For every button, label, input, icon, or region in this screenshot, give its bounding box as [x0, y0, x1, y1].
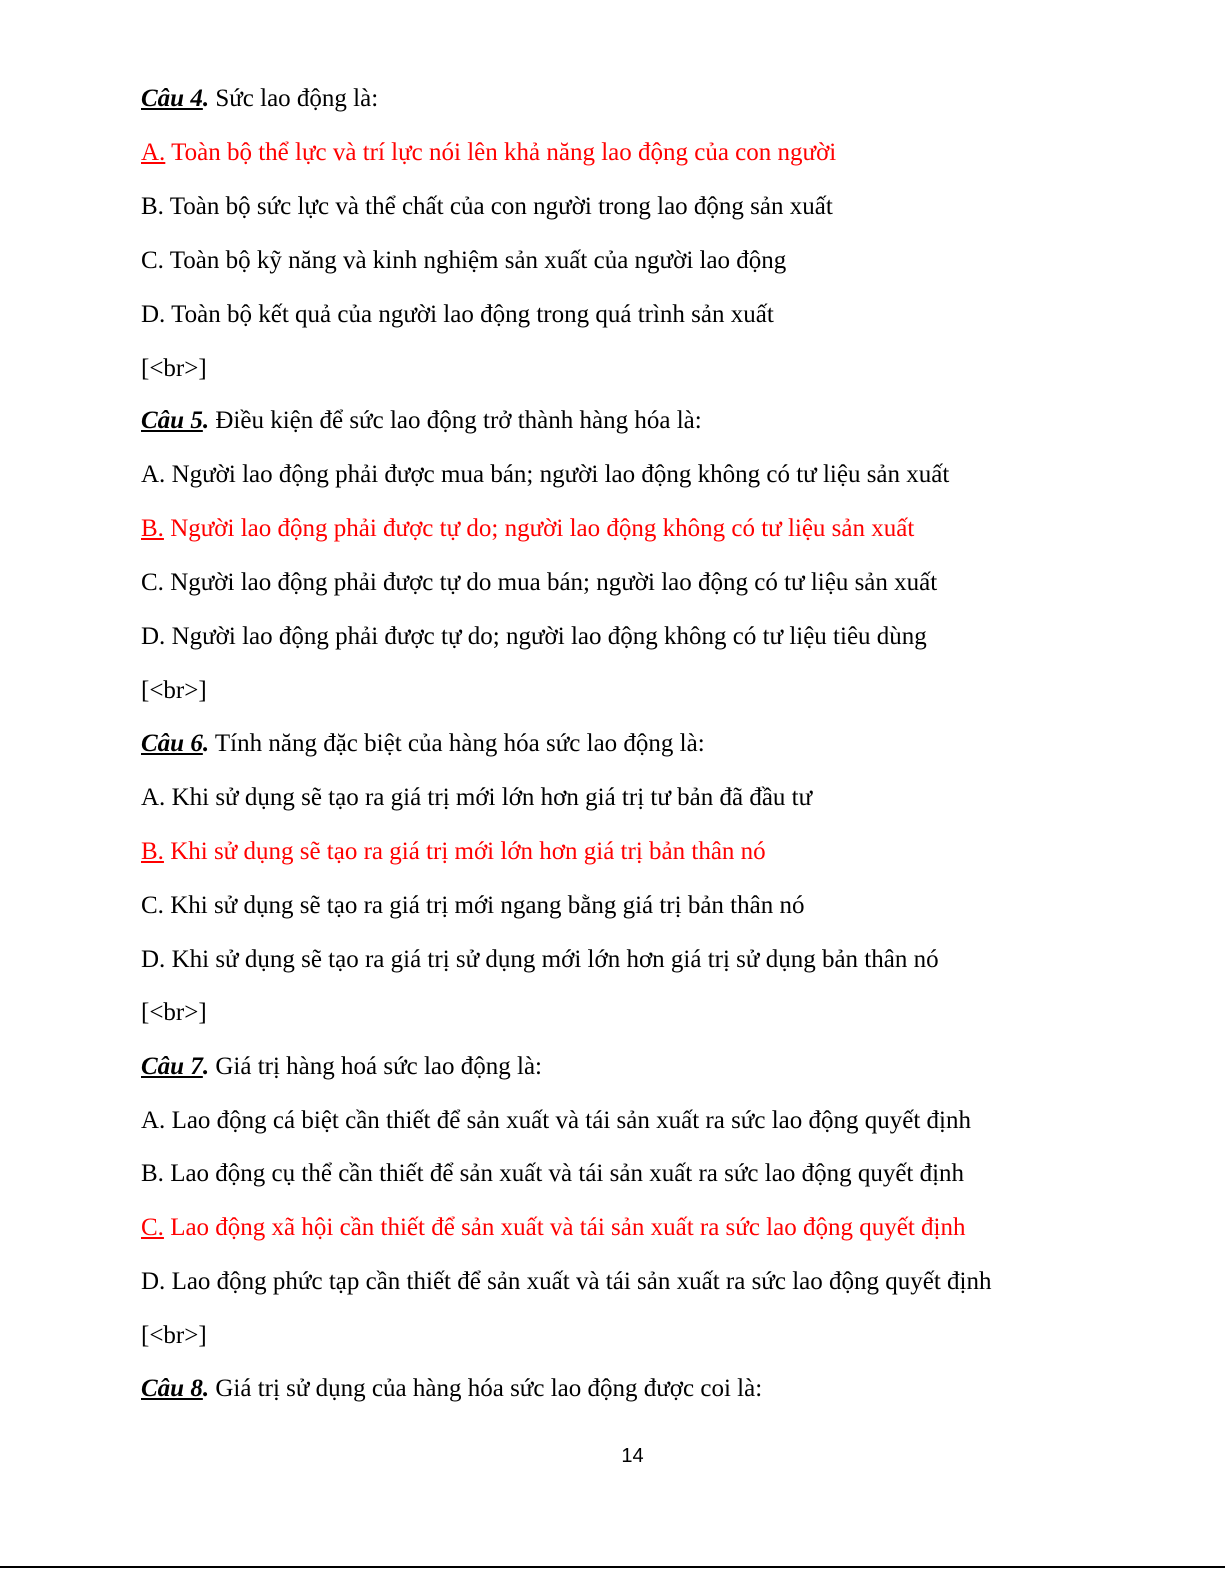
separator: [<br>] — [141, 1322, 207, 1349]
option-letter: C. — [141, 1214, 164, 1241]
separator: [<br>] — [141, 677, 207, 704]
option-letter: C. — [141, 892, 164, 919]
option-text: Khi sử dụng sẽ tạo ra giá trị mới lớn hơn giá trị bản thân nó — [163, 838, 766, 865]
option-7d — [141, 1267, 991, 1297]
option-5b — [141, 514, 914, 544]
question-8: Câu 8. Giá trị sử dụng của hàng hóa sức lao động được coi là: — [141, 1375, 763, 1402]
option-letter: D. — [141, 301, 166, 328]
option-4b — [141, 192, 833, 222]
option-6a — [141, 783, 812, 813]
question-prompt: Tính năng đặc biệt của hàng hóa sức lao động là: — [209, 730, 705, 757]
question-prompt: Giá trị hàng hoá sức lao động là: — [209, 1053, 543, 1080]
option-text: Người lao động phải được tự do; người lao động không có tư liệu tiêu dùng — [165, 623, 927, 650]
option-text: Người lao động phải được tự do; người lao động không có tư liệu sản xuất — [163, 515, 915, 542]
option-letter: A. — [141, 784, 166, 811]
option-letter: A. — [141, 139, 166, 166]
question-label: Câu 7 — [141, 1053, 203, 1080]
option-letter: A. — [141, 461, 166, 488]
question-label: Câu 4 — [141, 85, 203, 112]
option-letter: B. — [141, 838, 164, 865]
question-7: Câu 7. Giá trị hàng hoá sức lao động là: — [141, 1053, 543, 1080]
option-5a — [141, 460, 949, 490]
option-text: Khi sử dụng sẽ tạo ra giá trị mới ngang bằng giá trị bản thân nó — [163, 892, 805, 919]
option-text: Toàn bộ thể lực và trí lực nói lên khả năng lao động của con người — [165, 139, 837, 166]
option-text: Người lao động phải được mua bán; người lao động không có tư liệu sản xuất — [165, 461, 950, 488]
option-letter: B. — [141, 193, 164, 220]
page-number: 14 — [621, 1445, 644, 1467]
question-prompt: Giá trị sử dụng của hàng hóa sức lao động được coi là: — [209, 1375, 763, 1402]
option-6b — [141, 837, 766, 867]
separator: [<br>] — [141, 999, 207, 1026]
option-letter: C. — [141, 569, 164, 596]
option-letter: C. — [141, 247, 164, 274]
option-text: Lao động xã hội cần thiết để sản xuất và tái sản xuất ra sức lao động quyết định — [163, 1214, 966, 1241]
question-label: Câu 8 — [141, 1375, 203, 1402]
question-5: Câu 5. Điều kiện để sức lao động trở thành hàng hóa là: — [141, 407, 702, 434]
bottom-rule — [0, 1566, 1225, 1568]
option-text: Toàn bộ kỹ năng và kinh nghiệm sản xuất của người lao động — [163, 247, 787, 274]
option-letter: B. — [141, 1160, 164, 1187]
option-text: Lao động cá biệt cần thiết để sản xuất và tái sản xuất ra sức lao động quyết định — [165, 1107, 971, 1134]
option-7b — [141, 1159, 964, 1189]
option-7a — [141, 1106, 971, 1136]
option-text: Người lao động phải được tự do mua bán; người lao động có tư liệu sản xuất — [163, 569, 938, 596]
option-letter: A. — [141, 1107, 166, 1134]
option-text: Khi sử dụng sẽ tạo ra giá trị mới lớn hơn giá trị tư bản đã đầu tư — [165, 784, 813, 811]
option-letter: D. — [141, 623, 166, 650]
option-4d — [141, 300, 774, 330]
option-7c — [141, 1213, 965, 1243]
option-6c — [141, 891, 804, 921]
option-5c — [141, 568, 937, 598]
question-label: Câu 5 — [141, 407, 203, 434]
separator: [<br>] — [141, 355, 207, 382]
option-4c — [141, 246, 786, 276]
question-prompt: Sức lao động là: — [209, 85, 379, 112]
option-4a — [141, 138, 836, 168]
option-letter: D. — [141, 1268, 166, 1295]
option-text: Lao động cụ thể cần thiết để sản xuất và tái sản xuất ra sức lao động quyết định — [163, 1160, 965, 1187]
option-5d — [141, 622, 927, 652]
question-6: Câu 6. Tính năng đặc biệt của hàng hóa sức lao động là: — [141, 730, 705, 757]
option-text: Toàn bộ kết quả của người lao động trong quá trình sản xuất — [165, 301, 774, 328]
question-label: Câu 6 — [141, 730, 203, 757]
option-6d — [141, 945, 939, 975]
option-text: Lao động phức tạp cần thiết để sản xuất và tái sản xuất ra sức lao động quyết định — [165, 1268, 992, 1295]
question-prompt: Điều kiện để sức lao động trở thành hàng hóa là: — [209, 407, 702, 434]
option-letter: D. — [141, 946, 166, 973]
option-letter: B. — [141, 515, 164, 542]
question-4: Câu 4. Sức lao động là: — [141, 85, 379, 112]
option-text: Toàn bộ sức lực và thể chất của con người trong lao động sản xuất — [163, 193, 833, 220]
option-text: Khi sử dụng sẽ tạo ra giá trị sử dụng mới lớn hơn giá trị sử dụng bản thân nó — [165, 946, 939, 973]
